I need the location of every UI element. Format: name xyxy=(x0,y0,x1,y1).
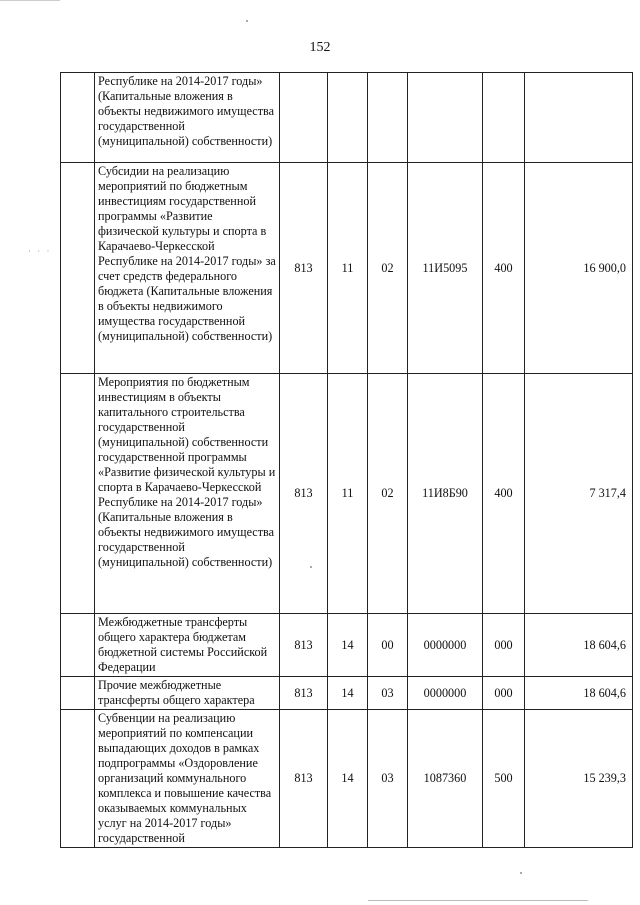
target-article-cell: 11И8Б90 xyxy=(408,374,483,614)
table-row xyxy=(61,73,633,163)
expense-type-cell: 400 xyxy=(483,163,525,374)
section-code-cell xyxy=(328,73,368,163)
ministry-code-cell: 813 xyxy=(280,710,328,848)
section-code-cell: 14 xyxy=(328,710,368,848)
target-article-cell: 11И5095 xyxy=(408,163,483,374)
target-article-cell: 1087360 xyxy=(408,710,483,848)
ministry-code-cell: 813 xyxy=(280,677,328,710)
row-number-cell xyxy=(61,677,95,710)
amount-cell xyxy=(525,73,633,163)
subsection-code-cell xyxy=(368,73,408,163)
description-cell: Субсидии на реализацию мероприятий по бюджетным инвестициям государственной программы «Развитие физической культуры и спорта в Карачаево-Черкесской Республике на 2014-2017 годы» за счет средств федерального бюджета (Капитальные вложения в объекты недвижимого имущества государственной (муниципальной) собственности) xyxy=(95,163,280,374)
amount-cell: 7 317,4 xyxy=(525,374,633,614)
subsection-code-cell: 03 xyxy=(368,710,408,848)
amount-cell: 16 900,0 xyxy=(525,163,633,374)
description-cell: Республике на 2014-2017 годы» (Капитальные вложения в объекты недвижимого имущества государственной (муниципальной) собственности) xyxy=(95,73,280,163)
row-number-cell xyxy=(61,710,95,848)
scan-bottom-line xyxy=(368,900,588,901)
amount-cell: 18 604,6 xyxy=(525,677,633,710)
target-article-cell: 0000000 xyxy=(408,614,483,677)
scan-edge-line xyxy=(0,0,60,1)
table-row xyxy=(61,163,633,374)
expense-type-cell: 000 xyxy=(483,677,525,710)
target-article-cell xyxy=(408,73,483,163)
scan-speck xyxy=(520,872,522,874)
table-row xyxy=(61,710,633,848)
row-number-cell xyxy=(61,163,95,374)
expense-type-cell xyxy=(483,73,525,163)
section-code-cell: 14 xyxy=(328,614,368,677)
row-number-cell xyxy=(61,614,95,677)
section-code-cell: 11 xyxy=(328,163,368,374)
table-row xyxy=(61,677,633,710)
scan-artifact-dots: · · · xyxy=(28,246,52,256)
amount-cell: 15 239,3 xyxy=(525,710,633,848)
subsection-code-cell: 03 xyxy=(368,677,408,710)
description-cell: Мероприятия по бюджетным инвестициям в объекты капитального строительства государственной (муниципальной) собственности государственной программы «Развитие физической культуры и спорта в Карачаево-Черкесской Республике на 2014-2017 годы» (Капитальные вложения в объекты недвижимого имущества государственной (муниципальной) собственности) xyxy=(95,374,280,614)
description-cell: Прочие межбюджетные трансферты общего характера xyxy=(95,677,280,710)
subsection-code-cell: 02 xyxy=(368,374,408,614)
page-number: 152 xyxy=(309,40,331,55)
expense-type-cell: 400 xyxy=(483,374,525,614)
section-code-cell: 14 xyxy=(328,677,368,710)
target-article-cell: 0000000 xyxy=(408,677,483,710)
section-code-cell: 11 xyxy=(328,374,368,614)
expense-type-cell: 000 xyxy=(483,614,525,677)
budget-table xyxy=(60,72,633,848)
description-cell: Межбюджетные трансферты общего характера бюджетам бюджетной системы Российской Федерации xyxy=(95,614,280,677)
subsection-code-cell: 02 xyxy=(368,163,408,374)
scan-speck xyxy=(246,20,248,22)
description-cell: Субвенции на реализацию мероприятий по компенсации выпадающих доходов в рамках подпрограммы «Оздоровление организаций коммунального комплекса и повышение качества оказываемых коммунальных услуг на 2014-2017 годы» государственной xyxy=(95,710,280,848)
table-row xyxy=(61,614,633,677)
row-number-cell xyxy=(61,374,95,614)
row-number-cell xyxy=(61,73,95,163)
ministry-code-cell: 813 xyxy=(280,374,328,614)
ministry-code-cell xyxy=(280,73,328,163)
ministry-code-cell: 813 xyxy=(280,163,328,374)
ministry-code-cell: 813 xyxy=(280,614,328,677)
expense-type-cell: 500 xyxy=(483,710,525,848)
subsection-code-cell: 00 xyxy=(368,614,408,677)
table-row xyxy=(61,374,633,614)
amount-cell: 18 604,6 xyxy=(525,614,633,677)
